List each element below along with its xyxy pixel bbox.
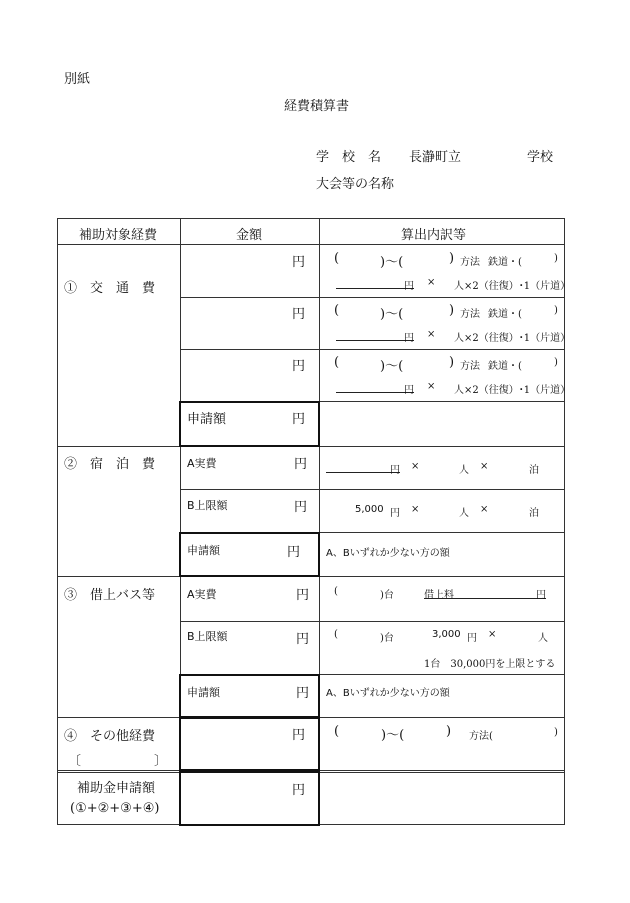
range-mid: )～( xyxy=(381,728,405,743)
yen-unit: 円 xyxy=(390,465,400,476)
range-close: ) xyxy=(446,724,452,739)
close-paren: ) xyxy=(554,357,558,368)
column-header-category: 補助対象経費 xyxy=(79,228,158,243)
method-label: 方法 xyxy=(460,309,480,320)
yen-unit: 円 xyxy=(536,590,546,601)
attachment-label: 別紙 xyxy=(64,72,91,87)
yen-unit: 円 xyxy=(294,500,308,515)
bracket-close: 〕 xyxy=(154,754,168,769)
other-expense-label: ④ その他経費 xyxy=(64,729,156,744)
range-open: ( xyxy=(334,355,340,370)
yen-unit: 円 xyxy=(296,686,310,701)
units-label: )台 xyxy=(380,633,394,644)
lodging-limit-price: 5,000 xyxy=(355,504,384,515)
school-name-label: 学 校 名 xyxy=(316,150,382,165)
times-sign: × xyxy=(427,329,436,340)
person-unit: 人 xyxy=(459,465,469,476)
limit-amount-label: B上限額 xyxy=(187,499,228,512)
range-close: ) xyxy=(449,251,455,266)
yen-unit: 円 xyxy=(292,359,306,374)
yen-unit: 円 xyxy=(390,508,400,519)
range-mid: )～( xyxy=(380,307,404,322)
close-paren: ) xyxy=(554,727,558,738)
actual-cost-label: A実費 xyxy=(187,457,217,470)
yen-unit: 円 xyxy=(404,385,414,396)
method-label: 方法 xyxy=(460,361,480,372)
apply-amount-label: 申請額 xyxy=(187,412,227,427)
column-header-amount: 金額 xyxy=(236,228,263,243)
rail-label: 鉄道・( xyxy=(488,257,522,268)
times-sign: × xyxy=(427,277,436,288)
yen-unit: 円 xyxy=(292,783,306,798)
close-paren: ) xyxy=(554,253,558,264)
yen-unit: 円 xyxy=(296,588,310,603)
apply-amount-label: 申請額 xyxy=(187,686,220,699)
bus-cap-note: 1台 30,000円を上限とする xyxy=(424,659,556,670)
column-header-breakdown: 算出内訳等 xyxy=(401,228,467,243)
yen-unit: 円 xyxy=(296,632,310,647)
rental-fee-label: 借上料 xyxy=(424,590,454,601)
range-open: ( xyxy=(334,724,340,739)
people-round-trip: 人×2（往復）･1（片道） xyxy=(454,281,571,292)
method-label: 方法 xyxy=(460,257,480,268)
times-sign: × xyxy=(411,504,420,515)
yen-unit: 円 xyxy=(404,281,414,292)
nights-unit: 泊 xyxy=(529,465,539,476)
person-unit: 人 xyxy=(538,633,548,644)
yen-unit: 円 xyxy=(294,457,308,472)
units-label: )台 xyxy=(380,590,394,601)
bracket-open: 〔 xyxy=(68,754,82,769)
times-sign: × xyxy=(480,504,489,515)
people-round-trip: 人×2（往復）･1（片道） xyxy=(454,333,571,344)
method-label: 方法( xyxy=(469,731,493,742)
range-close: ) xyxy=(449,303,455,318)
apply-amount-label: 申請額 xyxy=(187,544,220,557)
times-sign: × xyxy=(427,381,436,392)
document-title: 経費積算書 xyxy=(284,99,350,114)
lesser-amount-note: A、Bいずれか少ない方の額 xyxy=(326,548,450,559)
limit-amount-label: B上限額 xyxy=(187,630,228,643)
times-sign: × xyxy=(480,461,489,472)
nights-unit: 泊 xyxy=(529,508,539,519)
yen-unit: 円 xyxy=(292,255,306,270)
transport-label: ① 交 通 費 xyxy=(64,281,156,296)
lesser-amount-note: A、Bいずれか少ない方の額 xyxy=(326,688,450,699)
bus-label: ③ 借上バス等 xyxy=(64,588,156,603)
yen-unit: 円 xyxy=(292,412,306,427)
yen-unit: 円 xyxy=(287,545,301,560)
school-suffix: 学校 xyxy=(527,150,554,165)
range-mid: )～( xyxy=(380,359,404,374)
open-paren: ( xyxy=(334,586,338,597)
person-unit: 人 xyxy=(459,508,469,519)
open-paren: ( xyxy=(334,629,338,640)
yen-unit: 円 xyxy=(292,728,306,743)
range-mid: )～( xyxy=(380,255,404,270)
times-sign: × xyxy=(488,629,497,640)
actual-cost-label: A実費 xyxy=(187,588,217,601)
range-close: ) xyxy=(449,355,455,370)
total-request-label: 補助金申請額 xyxy=(77,781,156,796)
rail-label: 鉄道・( xyxy=(488,361,522,372)
rail-label: 鉄道・( xyxy=(488,309,522,320)
times-sign: × xyxy=(411,461,420,472)
school-prefix: 長瀞町立 xyxy=(409,150,462,165)
range-open: ( xyxy=(334,251,340,266)
people-round-trip: 人×2（往復）･1（片道） xyxy=(454,385,571,396)
yen-unit: 円 xyxy=(292,307,306,322)
yen-unit: 円 xyxy=(467,633,477,644)
range-open: ( xyxy=(334,303,340,318)
close-paren: ) xyxy=(554,305,558,316)
lodging-label: ② 宿 泊 費 xyxy=(64,457,156,472)
event-name-label: 大会等の名称 xyxy=(316,177,395,192)
bus-limit-price: 3,000 xyxy=(432,629,461,640)
yen-unit: 円 xyxy=(404,333,414,344)
total-formula: (①+②+③+④) xyxy=(70,801,160,816)
